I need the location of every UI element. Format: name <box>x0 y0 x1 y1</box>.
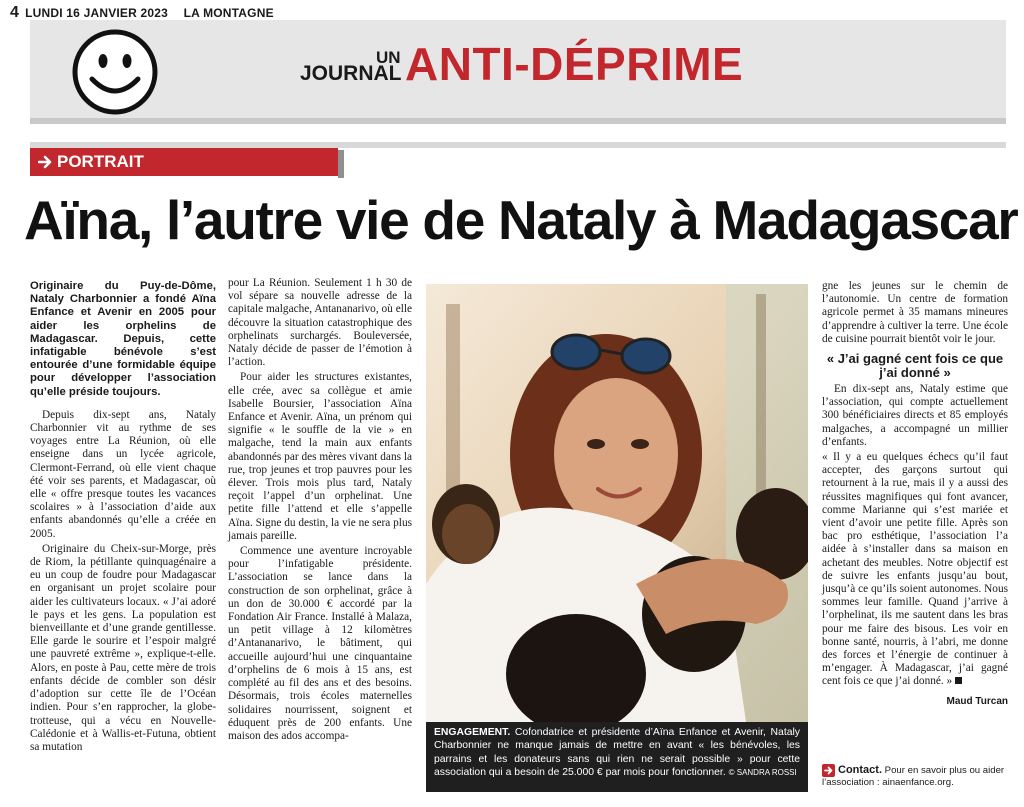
paragraph: Pour aider les structures existantes, elle crée, avec sa collègue et amie Isabelle Boursier, l’association Aïna Enfance et Avenir. Aïna, un prénom qui signifie « le souffle de la vie » en malgache, tend la main aux enfants abandonnés par des mères vivant dans la rue, trop jeunes et trop pauvres pour les élever. Trois mois plus tard, Nataly reçoit l’appel d’un orphelinat. Une petite fille l’attend et elle s’appelle Aïna. Signe du destin, la vie ne sera plus jamais pareille. <box>228 371 412 542</box>
paragraph: pour La Réunion. Seulement 1 h 30 de vol sépare sa nouvelle adresse de la capitale malgache, Antananarivo, où elle découvre la situation catastrophique des orphelinats surchargés. Bouleversée, Nataly décide de passer de l’émotion à l’action. <box>228 277 412 369</box>
paragraph: Originaire du Cheix-sur-Morge, près de Riom, la pétillante quinquagénaire a eu un coup de foudre pour Madagascar en organisant un projet scolaire pour aider les cultivateurs locaux. « J’ai adoré le pays et les gens. La population est bienveillante et d’une grande gentillesse. Elle garde le sourire et l’espoir malgré une pauvreté extrême », explique-t-elle. Alors, en poste à Pau, cette mère de trois enfants décide de combler son désir d’adoption sur cette île de l’Océan indien. Pour s’en rapprocher, la globe-trotteuse, qui a vécu en Nouvelle-Calédonie et à Wallis-et-Futuna, obtient sa mutation <box>30 542 216 753</box>
article-lead: Originaire du Puy-de-Dôme, Nataly Charbonnier a fondé Aïna Enfance et Avenir en 2005 pour aider les orphelins de Madagascar. Depuis, cette infatigable bénévole s’est entourée d’une formidable équipe pour développer l’association qu’elle préside toujours. <box>30 280 216 398</box>
photo-credit: © SANDRA ROSSI <box>728 768 797 778</box>
paragraph: En dix-sept ans, Nataly estime que l’association, qui compte actuellement 300 bénéficiaires directs et 85 employés malgaches, a accompagné un millier d’enfants. <box>822 383 1008 448</box>
paragraph: Depuis dix-sept ans, Nataly Charbonnier vit au rythme de ses voyages entre La Réunion, où elle enseigne dans un lycée agricole, Clermont-Ferrand, où elle vient chaque été voir ses parents, et Madagascar, où elle « offre presque toutes les vacances scolaires » à l’association d’aide aux enfants abandonnés qu’elle a créée en 2005. <box>30 408 216 540</box>
folio-separator <box>174 6 178 20</box>
section-rubric <box>30 148 338 176</box>
article-column-2 <box>228 277 412 745</box>
article-headline: Aïna, l’autre vie de Nataly à Madagascar <box>24 189 1018 251</box>
paragraph: gne les jeunes sur le chemin de l’autonomie. Un centre de formation agricole permet à 35 mamans mineures d’apprendre à cultiver la terre. Une école de cuisine pourrait bientôt voir le jour. <box>822 280 1008 345</box>
banner-small-top: UN <box>376 48 401 67</box>
page-number: 4 <box>10 4 20 21</box>
contact-box <box>822 764 1008 788</box>
banner-shadow <box>30 118 1006 124</box>
section-label: PORTRAIT <box>57 152 144 171</box>
contact-text: Pour en savoir plus ou aider l’association : ainaenfance.org. <box>822 765 1005 788</box>
smiley-icon <box>70 27 160 117</box>
article-column-1 <box>30 280 216 756</box>
banner-title: ANTI-DÉPRIME <box>405 38 744 90</box>
newspaper-name: LA MONTAGNE <box>183 6 274 20</box>
arrow-right-icon <box>38 155 52 169</box>
banner-small-bottom: JOURNAL <box>300 62 402 85</box>
photo-caption <box>426 722 808 792</box>
rubric-shadow <box>338 150 344 178</box>
article-intertitle: « J’ai gagné cent fois ce que j’ai donné » <box>826 351 1004 381</box>
article-column-4 <box>822 280 1008 708</box>
article-photo <box>426 284 808 722</box>
caption-label: ENGAGEMENT. <box>434 727 511 738</box>
quote-paragraph <box>822 451 1008 689</box>
contact-arrow-icon <box>822 764 835 777</box>
author-signature: Maud Turcan <box>946 695 1008 707</box>
end-mark <box>955 677 962 684</box>
contact-label: Contact. <box>838 764 882 777</box>
caption-text: Cofondatrice et présidente d’Aïna Enfance et Avenir, Nataly Charbonnier ne manque jamais de mettre en avant « les bénévoles, les parrains et les donateurs sans qui rien ne serait possible » pour cette association qui a besoin de 25.000 € par mois pour fonctionner. <box>434 727 800 779</box>
paragraph: Commence une aventure incroyable pour l’infatigable présidente. L’association se lance dans la construction de son orphelinat, grâce à un don de 30.000 € accordé par la Fondation Air France. Installé à Malaza, un petit village à 12 kilomètres d’Antananarivo, le bâtiment, qui accueille aujourd’hui une cinquantaine d’orphelins de 6 mois à 15 ans, est complété au fil des ans et des besoins. Désormais, trois écoles maternelles solidaires nourrissent, soignent et éduquent près de 200 enfants. Une maison des ados accompa- <box>228 545 412 742</box>
page-date: LUNDI 16 JANVIER 2023 <box>25 6 169 20</box>
quote-text: « Il y a eu quelques échecs qu’il faut accepter, des garçons surtout qui retournent à la rue, mais il y a aussi des réussites magnifiques qui font avancer, comme Marianne qui s’est mariée et vient d’avoir une petite fille. Après son bac pro esthétique, l’association l’a aidée à s’installer dans sa maison en achetant des meubles. Notre objectif est de suivre les enfants jusqu’au bout, jusqu’à ce qu’ils soient autonomes. Nous sommes leur famille. Quand j’arrive à l’orphelinat, ils me sautent dans les bras pour me faire des bisous. Les voir en bonne santé, nourris, à l’abri, me donne des forces et l’énergie de continuer à m’engager. À Madagascar, j’ai gagné cent fois ce que j’ai donné. » <box>822 451 1008 688</box>
